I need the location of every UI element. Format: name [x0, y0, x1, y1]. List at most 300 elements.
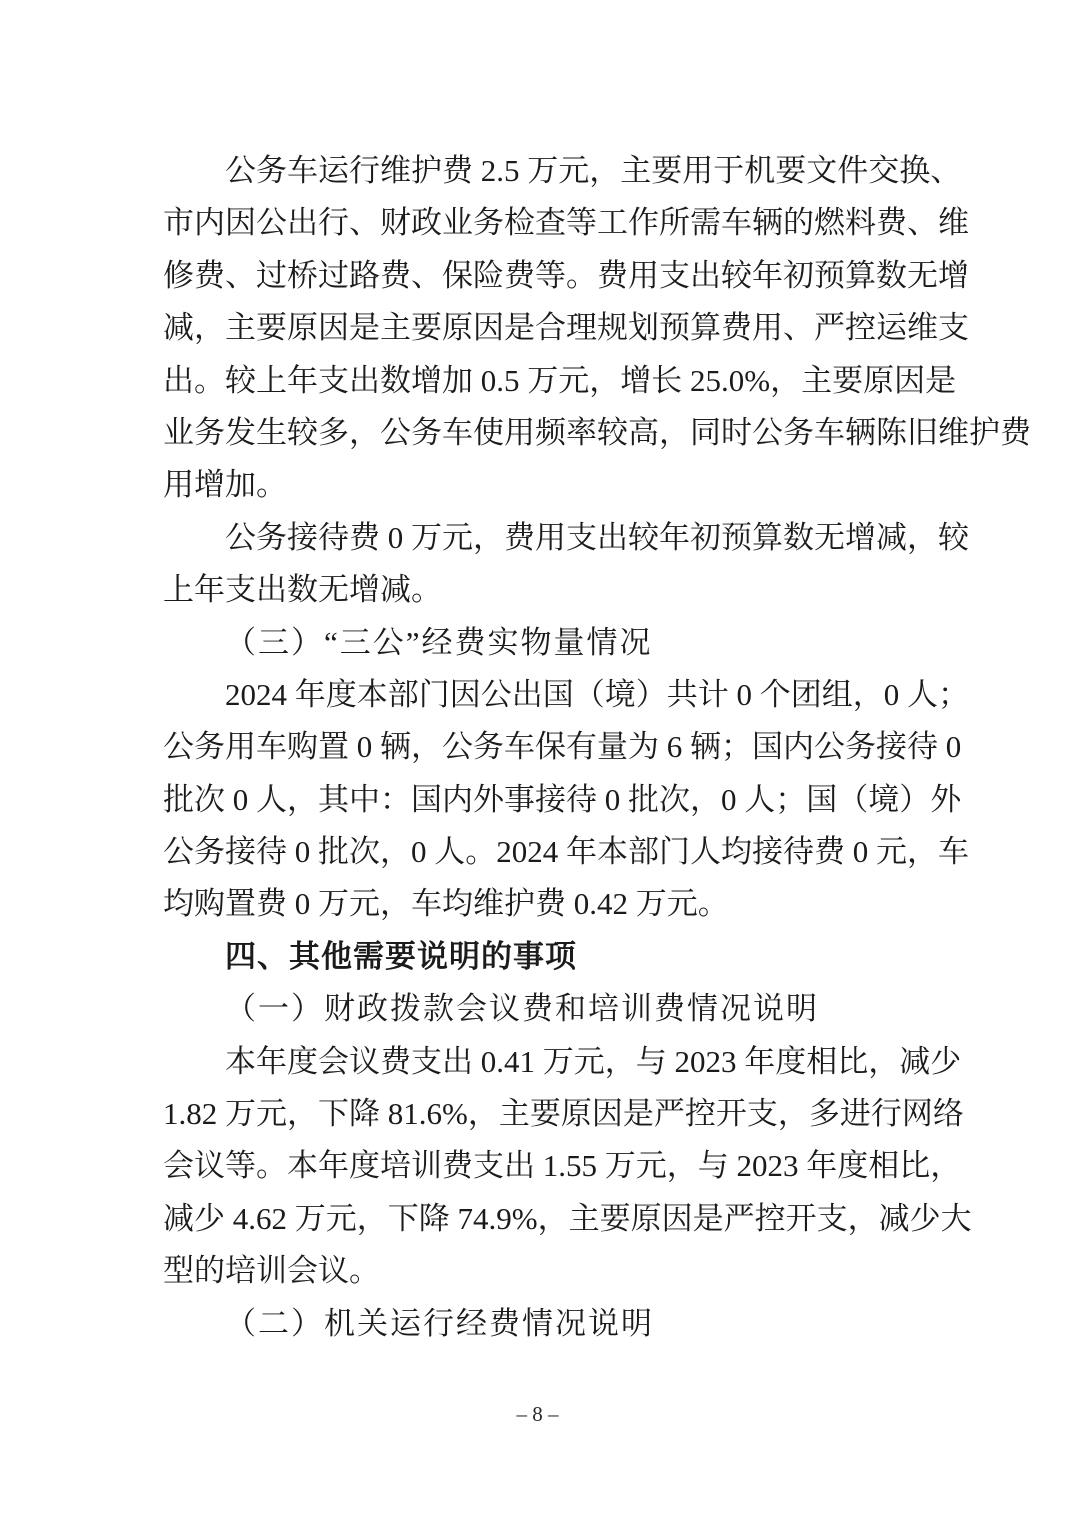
text-token: 辆 — [380, 729, 411, 765]
text-token: 算 — [845, 257, 876, 293]
text-token: 因 — [449, 676, 481, 712]
text-token: 主 — [498, 1096, 530, 1132]
text-token: 主 — [801, 362, 833, 398]
text-token: 度 — [837, 1148, 869, 1184]
text-token: 要 — [411, 310, 442, 346]
text-token: 次 — [349, 834, 380, 870]
text-token: ， — [666, 1148, 698, 1184]
text-token: 有 — [566, 729, 597, 765]
text-token: 批 — [628, 781, 659, 817]
text-token: 本 — [225, 1043, 256, 1079]
text-token: 务 — [473, 205, 504, 241]
text-token: 相 — [806, 1043, 838, 1079]
text-token: 年 — [744, 1043, 776, 1079]
text-token: 0 — [411, 834, 435, 870]
body-text-line: 型的培训会议。 — [163, 1253, 380, 1289]
text-token: 议 — [349, 1043, 380, 1079]
text-token: 与 — [635, 1043, 667, 1079]
body-text-line — [163, 197, 969, 249]
text-token: 团 — [790, 676, 822, 712]
text-token: 是 — [692, 1200, 724, 1236]
text-token: 年 — [752, 257, 783, 293]
text-token: 出 — [504, 1148, 535, 1184]
text-token: 支 — [566, 519, 597, 555]
text-token: 用 — [752, 310, 783, 346]
body-text-line — [163, 1036, 962, 1088]
text-token: 、 — [783, 310, 814, 346]
text-token: 较 — [597, 414, 628, 450]
text-token: 因 — [661, 1200, 693, 1236]
text-token: 务 — [783, 414, 814, 450]
text-token: 使 — [473, 414, 504, 450]
text-token: 等 — [566, 205, 597, 241]
text-token: 量 — [597, 729, 628, 765]
text-token: 年 — [256, 1043, 287, 1079]
text-token: 批 — [163, 781, 194, 817]
text-token: 运 — [318, 153, 349, 188]
text-token: 主 — [380, 310, 411, 346]
text-token: 行 — [870, 1096, 902, 1132]
text-token: ， — [537, 1200, 569, 1236]
text-token: 、 — [907, 205, 938, 241]
text-token: 等 — [535, 257, 566, 293]
text-token: 。 — [194, 362, 225, 398]
text-token: 人 — [256, 781, 287, 817]
page-number: – 8 – — [516, 1402, 559, 1426]
text-token: 、 — [349, 205, 380, 241]
text-token: 、 — [225, 257, 256, 293]
text-token: 主 — [568, 1200, 600, 1236]
text-token: 费 — [442, 1148, 473, 1184]
text-token: 用 — [682, 153, 714, 188]
text-token: 保 — [535, 729, 566, 765]
text-token: 所 — [659, 205, 690, 241]
text-token: 费 — [721, 310, 752, 346]
text-token: 公 — [380, 414, 411, 450]
text-token: 是 — [349, 310, 380, 346]
text-token: 公 — [163, 834, 194, 870]
text-token: 计 — [697, 676, 729, 712]
text-token: ， — [604, 1043, 636, 1079]
text-token: 支 — [411, 1043, 442, 1079]
text-token: 算 — [752, 519, 783, 555]
text-token: 发 — [225, 414, 256, 450]
text-token: 度 — [325, 676, 357, 712]
text-token: （ — [573, 676, 605, 712]
text-token: 查 — [535, 205, 566, 241]
text-token: 支 — [473, 1148, 504, 1184]
text-token: 元 — [876, 834, 907, 870]
text-token: 的 — [783, 205, 814, 241]
text-token: 接 — [225, 834, 256, 870]
text-token: ， — [467, 1096, 499, 1132]
text-token: 度 — [775, 1043, 807, 1079]
text-token: ， — [411, 729, 442, 765]
text-token: 减 — [878, 1200, 910, 1236]
text-token: 市 — [163, 205, 194, 241]
text-token: 度 — [287, 1043, 318, 1079]
section-heading: 四、其他需要说明的事项 — [225, 938, 577, 974]
text-token: 用 — [225, 729, 256, 765]
text-token: 出 — [511, 676, 543, 712]
text-token: 公 — [163, 729, 194, 765]
text-token: 费 — [380, 1043, 411, 1079]
text-token: 少 — [930, 1043, 962, 1079]
text-token: 要 — [256, 310, 287, 346]
text-token: 元 — [558, 362, 590, 398]
text-token: 用 — [535, 519, 566, 555]
text-token: 用 — [628, 257, 659, 293]
text-token: 0 — [728, 676, 760, 712]
text-token: 0.41 — [473, 1043, 543, 1079]
text-token: 较 — [721, 257, 752, 293]
text-token: 共 — [666, 676, 698, 712]
text-token: 进 — [839, 1096, 871, 1132]
text-token: 0 — [845, 834, 876, 870]
text-token: 主 — [225, 310, 256, 346]
text-token: 维 — [938, 205, 969, 241]
text-token: 保 — [442, 257, 473, 293]
body-text-line — [163, 250, 969, 302]
text-token: 主 — [620, 153, 652, 188]
text-token: 维 — [938, 414, 969, 450]
text-token: 较 — [938, 519, 969, 555]
text-token: 车 — [442, 414, 473, 450]
text-token: 1.82 — [163, 1096, 225, 1132]
text-token: 门 — [659, 834, 690, 870]
text-token: 严 — [814, 310, 845, 346]
text-token: 境 — [868, 781, 900, 817]
text-token: ； — [775, 781, 807, 817]
text-token: 交 — [868, 153, 900, 188]
text-token: 2024 — [496, 834, 566, 870]
text-token: 公 — [225, 519, 256, 555]
text-token: 议 — [194, 1148, 225, 1184]
text-token: 车 — [814, 414, 845, 450]
text-token: 年 — [294, 676, 326, 712]
text-token: 费 — [504, 257, 535, 293]
text-token: 0 — [287, 834, 318, 870]
text-token: 较 — [225, 362, 256, 398]
text-token: 元 — [635, 1148, 667, 1184]
text-token: 旧 — [907, 414, 938, 450]
text-token: 生 — [256, 414, 287, 450]
text-token: 修 — [163, 257, 194, 293]
text-token: ， — [473, 519, 504, 555]
text-token: 少 — [194, 1200, 225, 1236]
text-token: 0.5 — [473, 362, 528, 398]
body-text-line — [163, 826, 969, 878]
text-token: 财 — [380, 205, 411, 241]
text-token: 0 — [349, 729, 380, 765]
text-token: 同 — [690, 414, 721, 450]
text-token: 出 — [163, 362, 194, 398]
text-token: 减 — [876, 519, 907, 555]
text-token: 万 — [542, 1043, 574, 1079]
text-token: 要 — [529, 1096, 561, 1132]
text-token: 人 — [907, 676, 938, 712]
text-token: 时 — [721, 414, 752, 450]
text-token: 等 — [225, 1148, 256, 1184]
body-text-line — [163, 1140, 962, 1192]
text-token: 机 — [744, 153, 776, 188]
document-body — [163, 145, 1031, 1350]
body-text-line — [163, 669, 969, 721]
text-token: 国 — [542, 676, 574, 712]
text-token: 0 — [225, 781, 256, 817]
text-token: 。 — [566, 257, 597, 293]
text-token: 文 — [806, 153, 838, 188]
text-token: 需 — [690, 205, 721, 241]
text-token: 国 — [806, 781, 838, 817]
text-token: 车 — [504, 729, 535, 765]
text-token: 批 — [318, 834, 349, 870]
text-token: 下 — [387, 1200, 419, 1236]
text-token: 燃 — [814, 205, 845, 241]
text-token: 规 — [597, 310, 628, 346]
text-token: 划 — [628, 310, 659, 346]
text-token: 务 — [256, 519, 287, 555]
text-token: 次 — [194, 781, 225, 817]
text-token: 严 — [723, 1200, 755, 1236]
text-token: 万 — [294, 1200, 326, 1236]
text-token: 桥 — [287, 257, 318, 293]
text-token: 算 — [690, 310, 721, 346]
text-token: ； — [721, 729, 752, 765]
text-token: 公 — [225, 153, 256, 188]
text-token: 业 — [163, 414, 194, 450]
text-token: 其 — [318, 781, 349, 817]
body-text-line: 上年支出数无增减。 — [163, 572, 442, 608]
text-token: 个 — [759, 676, 791, 712]
text-token: 万 — [225, 1096, 256, 1132]
text-token: 件 — [837, 153, 869, 188]
text-token: 74.9% — [449, 1200, 538, 1236]
text-token: 度 — [349, 1148, 380, 1184]
text-token: 2023 — [666, 1043, 745, 1079]
text-token: 减 — [163, 1200, 194, 1236]
text-token: 部 — [628, 834, 659, 870]
text-token: 相 — [868, 1148, 900, 1184]
text-token: 、 — [411, 257, 442, 293]
text-token: 均 — [721, 834, 752, 870]
body-text-line — [163, 302, 969, 354]
text-token: 原 — [630, 1200, 662, 1236]
text-token: 辆 — [752, 205, 783, 241]
text-token: 多 — [808, 1096, 840, 1132]
text-token: 因 — [894, 362, 926, 398]
text-token: 、 — [930, 153, 962, 188]
text-token: 万 — [604, 1148, 636, 1184]
text-token: 2023 — [728, 1148, 807, 1184]
text-token: 过 — [256, 257, 287, 293]
text-token: 元 — [558, 153, 590, 188]
text-token: 中 — [349, 781, 380, 817]
text-token: 部 — [387, 676, 419, 712]
text-token: 务 — [194, 834, 225, 870]
text-token: 多 — [318, 414, 349, 450]
text-token: 上 — [256, 362, 287, 398]
text-token: 原 — [287, 310, 318, 346]
text-token: 0 — [938, 729, 962, 765]
text-token: ， — [690, 781, 721, 817]
text-token: 务 — [845, 729, 876, 765]
text-token: 控 — [684, 1096, 716, 1132]
text-token: 年 — [318, 1148, 349, 1184]
text-token: 务 — [256, 153, 287, 188]
text-token: 0 — [380, 519, 411, 555]
text-token: 大 — [940, 1200, 972, 1236]
body-text-line — [163, 145, 962, 197]
text-token: 开 — [715, 1096, 747, 1132]
body-text-line: 均购置费 0 万元，车均维护费 0.42 万元。 — [163, 886, 729, 922]
text-token: 置 — [318, 729, 349, 765]
text-token: 较 — [628, 519, 659, 555]
text-token: 频 — [535, 414, 566, 450]
text-token: 因 — [473, 310, 504, 346]
text-token: 接 — [535, 781, 566, 817]
text-token: 0 — [597, 781, 628, 817]
text-token: 因 — [591, 1096, 623, 1132]
text-token: 事 — [504, 781, 535, 817]
text-token: ， — [589, 362, 621, 398]
text-token: 业 — [442, 205, 473, 241]
text-token: 险 — [473, 257, 504, 293]
text-token: 减 — [899, 1043, 931, 1079]
text-token: ， — [356, 1200, 388, 1236]
text-token: 工 — [597, 205, 628, 241]
text-token: ， — [907, 519, 938, 555]
text-token: 要 — [651, 153, 683, 188]
text-token: 维 — [907, 310, 938, 346]
text-token: 待 — [318, 519, 349, 555]
text-token: 政 — [411, 205, 442, 241]
text-token: 原 — [442, 310, 473, 346]
text-token: 费 — [597, 257, 628, 293]
text-token: ， — [868, 1043, 900, 1079]
subsection-heading: （一）财政拨款会议费和培训费情况说明 — [225, 991, 819, 1027]
text-token: 接 — [752, 834, 783, 870]
text-token: 高 — [628, 414, 659, 450]
text-token: 费 — [194, 257, 225, 293]
text-token: 初 — [783, 257, 814, 293]
text-token: 出 — [597, 519, 628, 555]
text-token: 人 — [690, 834, 721, 870]
text-token: 国 — [752, 729, 783, 765]
text-token: 作 — [628, 205, 659, 241]
text-token: 1.55 — [535, 1148, 605, 1184]
subsection-heading: （三）“三公”经费实物量情况 — [225, 624, 653, 660]
text-token: 接 — [287, 519, 318, 555]
text-token: ， — [847, 1200, 879, 1236]
text-token: 较 — [287, 414, 318, 450]
text-token: 因 — [225, 205, 256, 241]
text-token: 待 — [783, 834, 814, 870]
text-token: 年 — [806, 1148, 838, 1184]
text-token: 原 — [560, 1096, 592, 1132]
text-token: 购 — [287, 729, 318, 765]
text-token: 车 — [938, 834, 969, 870]
text-token: 公 — [480, 676, 512, 712]
body-text-line — [163, 1088, 964, 1140]
text-token: 公 — [256, 205, 287, 241]
text-token: 率 — [566, 414, 597, 450]
text-token: 预 — [659, 310, 690, 346]
text-token: 要 — [599, 1200, 631, 1236]
text-token: 万 — [527, 153, 559, 188]
text-token: 下 — [318, 1096, 349, 1132]
text-token: 25.0% — [682, 362, 771, 398]
text-token: ， — [287, 1096, 318, 1132]
body-text-line — [163, 512, 969, 564]
text-token: 要 — [832, 362, 864, 398]
text-token: 。 — [465, 834, 497, 870]
text-token: 增 — [845, 519, 876, 555]
text-token: 会 — [163, 1148, 194, 1184]
text-token: 是 — [504, 310, 535, 346]
text-token: 本 — [356, 676, 388, 712]
body-text-line — [163, 1193, 972, 1245]
text-token: 用 — [504, 414, 535, 450]
text-token: 0 — [883, 676, 907, 712]
text-token: 内 — [783, 729, 814, 765]
text-token: 与 — [697, 1148, 729, 1184]
text-token: 出 — [442, 1043, 473, 1079]
text-token: 辆 — [845, 414, 876, 450]
text-token: 务 — [473, 729, 504, 765]
text-token: ） — [635, 676, 667, 712]
text-token: 支 — [746, 1096, 778, 1132]
text-token: ， — [907, 834, 938, 870]
text-token: 增 — [620, 362, 652, 398]
text-token: 人 — [744, 781, 776, 817]
text-token: 81.6% — [380, 1096, 468, 1132]
text-token: 费 — [504, 519, 535, 555]
text-token: 降 — [418, 1200, 450, 1236]
text-token: （ — [837, 781, 869, 817]
text-token: ， — [287, 781, 318, 817]
text-token: 接 — [876, 729, 907, 765]
text-token: 少 — [909, 1200, 941, 1236]
text-token: 降 — [349, 1096, 380, 1132]
text-token: 于 — [713, 153, 745, 188]
text-token: 减 — [163, 310, 194, 346]
text-token: 行 — [318, 205, 349, 241]
text-token: 换 — [899, 153, 931, 188]
text-token: 费 — [442, 153, 473, 188]
text-token: 公 — [814, 729, 845, 765]
text-token: 人 — [434, 834, 466, 870]
subsection-heading: （二）机关运行经费情况说明 — [225, 1305, 654, 1341]
text-token: 外 — [473, 781, 504, 817]
text-token: 加 — [442, 362, 473, 398]
text-token: 原 — [863, 362, 895, 398]
text-token: 待 — [907, 729, 938, 765]
text-token: 外 — [930, 781, 962, 817]
text-token: 比 — [899, 1148, 931, 1184]
text-token: 费 — [814, 834, 845, 870]
text-token: 陈 — [876, 414, 907, 450]
text-token: 增 — [938, 257, 969, 293]
text-token: 2024 — [225, 676, 295, 712]
text-token: 内 — [442, 781, 473, 817]
text-token: 公 — [442, 729, 473, 765]
text-token: 费 — [349, 519, 380, 555]
text-token: 控 — [845, 310, 876, 346]
text-token: 出 — [287, 205, 318, 241]
text-token: 车 — [256, 729, 287, 765]
text-token: 本 — [597, 834, 628, 870]
